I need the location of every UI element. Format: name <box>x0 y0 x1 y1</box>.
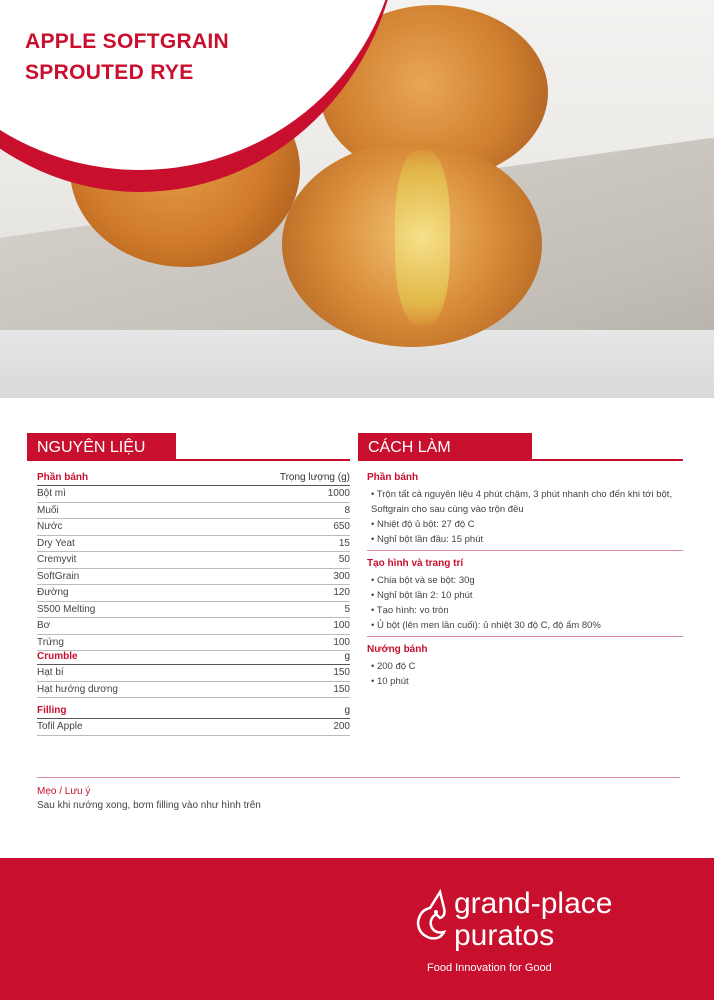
ingredient-name: S500 Melting <box>37 603 96 615</box>
ingredient-name: Đường <box>37 587 69 598</box>
ingredient-group-dough <box>37 471 350 651</box>
group-name: Crumble <box>37 651 78 662</box>
method-section-shaping <box>367 558 683 633</box>
group-unit: Trọng lượng (g) <box>279 472 350 483</box>
group-header <box>37 471 350 486</box>
ingredient-row <box>37 682 350 699</box>
group-header <box>37 650 350 665</box>
group-header <box>37 704 350 719</box>
ingredient-qty: 650 <box>333 521 350 532</box>
apple-filling <box>395 150 450 325</box>
notes-text: Sau khi nướng xong, bơm filling vào như hình trên <box>37 800 261 811</box>
ingredient-row <box>37 519 350 536</box>
ingredient-name: Nước <box>37 521 63 532</box>
method-header <box>358 433 532 461</box>
ingredient-qty: 120 <box>333 587 350 598</box>
method-header-label: CÁCH LÀM <box>368 439 451 456</box>
ingredient-qty: 200 <box>333 721 350 732</box>
ingredient-name: Bơ <box>37 620 51 631</box>
notes-label: Mẹo / Lưu ý <box>37 786 91 797</box>
ingredient-row <box>37 602 350 619</box>
ingredient-name: Dry Yeat <box>37 537 75 549</box>
ingredient-row <box>37 552 350 569</box>
ingredient-qty: 300 <box>333 570 350 582</box>
method-section-dough <box>367 472 683 547</box>
ingredient-qty: 100 <box>333 620 350 631</box>
ingredient-name: Bột mì <box>37 488 66 499</box>
method-section-title: Phần bánh <box>367 472 419 483</box>
ingredient-row <box>37 665 350 682</box>
ingredients-header <box>27 433 176 461</box>
method-step: • Ủ bột (lên men lần cuối): ủ nhiệt 30 độ C, độ ẩm 80% <box>371 620 601 631</box>
group-unit: g <box>344 651 350 662</box>
ingredient-row <box>37 618 350 635</box>
ingredient-qty: 8 <box>344 504 350 516</box>
ingredient-row <box>37 486 350 503</box>
ingredient-name: Trứng <box>37 636 64 648</box>
method-step: • Chia bột và se bột: 30g <box>371 575 475 586</box>
ingredient-row <box>37 503 350 520</box>
method-step: • Nhiệt độ ủ bột: 27 độ C <box>371 519 475 530</box>
method-step: • Nghỉ bột lần đầu: 15 phút <box>371 534 484 545</box>
method-step: • Trộn tất cả nguyên liệu 4 phút chậm, 3 phút nhanh cho đến khi tới bột, Softgrain cho sau cùng vào trộn đều <box>371 489 673 515</box>
ingredient-group-crumble <box>37 650 350 698</box>
ingredient-name: Muối <box>37 504 59 516</box>
ingredient-name: Hạt hướng dương <box>37 683 118 695</box>
ingredients-header-line <box>27 459 350 461</box>
method-step: • Tạo hình: vo tròn <box>371 605 449 616</box>
ingredient-group-filling <box>37 704 350 736</box>
ingredient-row <box>37 569 350 586</box>
method-section-title: Tạo hình và trang trí <box>367 558 464 569</box>
ingredient-qty: 5 <box>344 603 350 615</box>
ingredient-row <box>37 635 350 652</box>
brand-tagline: Food Innovation for Good <box>427 962 552 974</box>
method-step: • Nghỉ bột lần 2: 10 phút <box>371 590 473 601</box>
ingredient-name: SoftGrain <box>37 570 80 582</box>
table-surface <box>0 330 714 398</box>
ingredient-name: Cremyvit <box>37 554 77 565</box>
method-step: • 10 phút <box>371 676 409 687</box>
group-name: Phần bánh <box>37 472 89 483</box>
brand-line-1: grand-place <box>454 887 613 920</box>
hero-photo <box>0 0 714 398</box>
method-header-line <box>358 459 683 461</box>
method-divider <box>367 636 683 637</box>
recipe-title <box>25 26 229 88</box>
ingredient-qty: 50 <box>338 554 350 565</box>
ingredient-row <box>37 585 350 602</box>
method-section-baking <box>367 644 683 689</box>
ingredient-qty: 1000 <box>327 488 350 499</box>
ingredient-name: Tofil Apple <box>37 721 83 732</box>
method-divider <box>367 550 683 551</box>
footer-band <box>0 858 714 1000</box>
ingredient-qty: 100 <box>333 636 350 648</box>
brand-logo-text <box>454 888 612 952</box>
notes-section <box>37 777 680 811</box>
group-name: Filling <box>37 705 67 716</box>
method-step: • 200 độ C <box>371 661 416 672</box>
ingredient-row <box>37 536 350 553</box>
unicorn-logo-icon <box>410 888 454 942</box>
ingredient-qty: 150 <box>333 683 350 695</box>
group-unit: g <box>344 705 350 716</box>
ingredients-header-label: NGUYÊN LIỆU <box>37 439 146 456</box>
ingredient-qty: 150 <box>333 667 350 678</box>
ingredient-name: Hạt bí <box>37 667 64 678</box>
ingredient-qty: 15 <box>338 537 350 549</box>
method-section-title: Nướng bánh <box>367 644 428 655</box>
title-line-2: SPROUTED RYE <box>25 61 194 84</box>
ingredient-row <box>37 719 350 736</box>
brand-line-2: puratos <box>454 919 555 952</box>
title-line-1: APPLE SOFTGRAIN <box>25 30 230 53</box>
